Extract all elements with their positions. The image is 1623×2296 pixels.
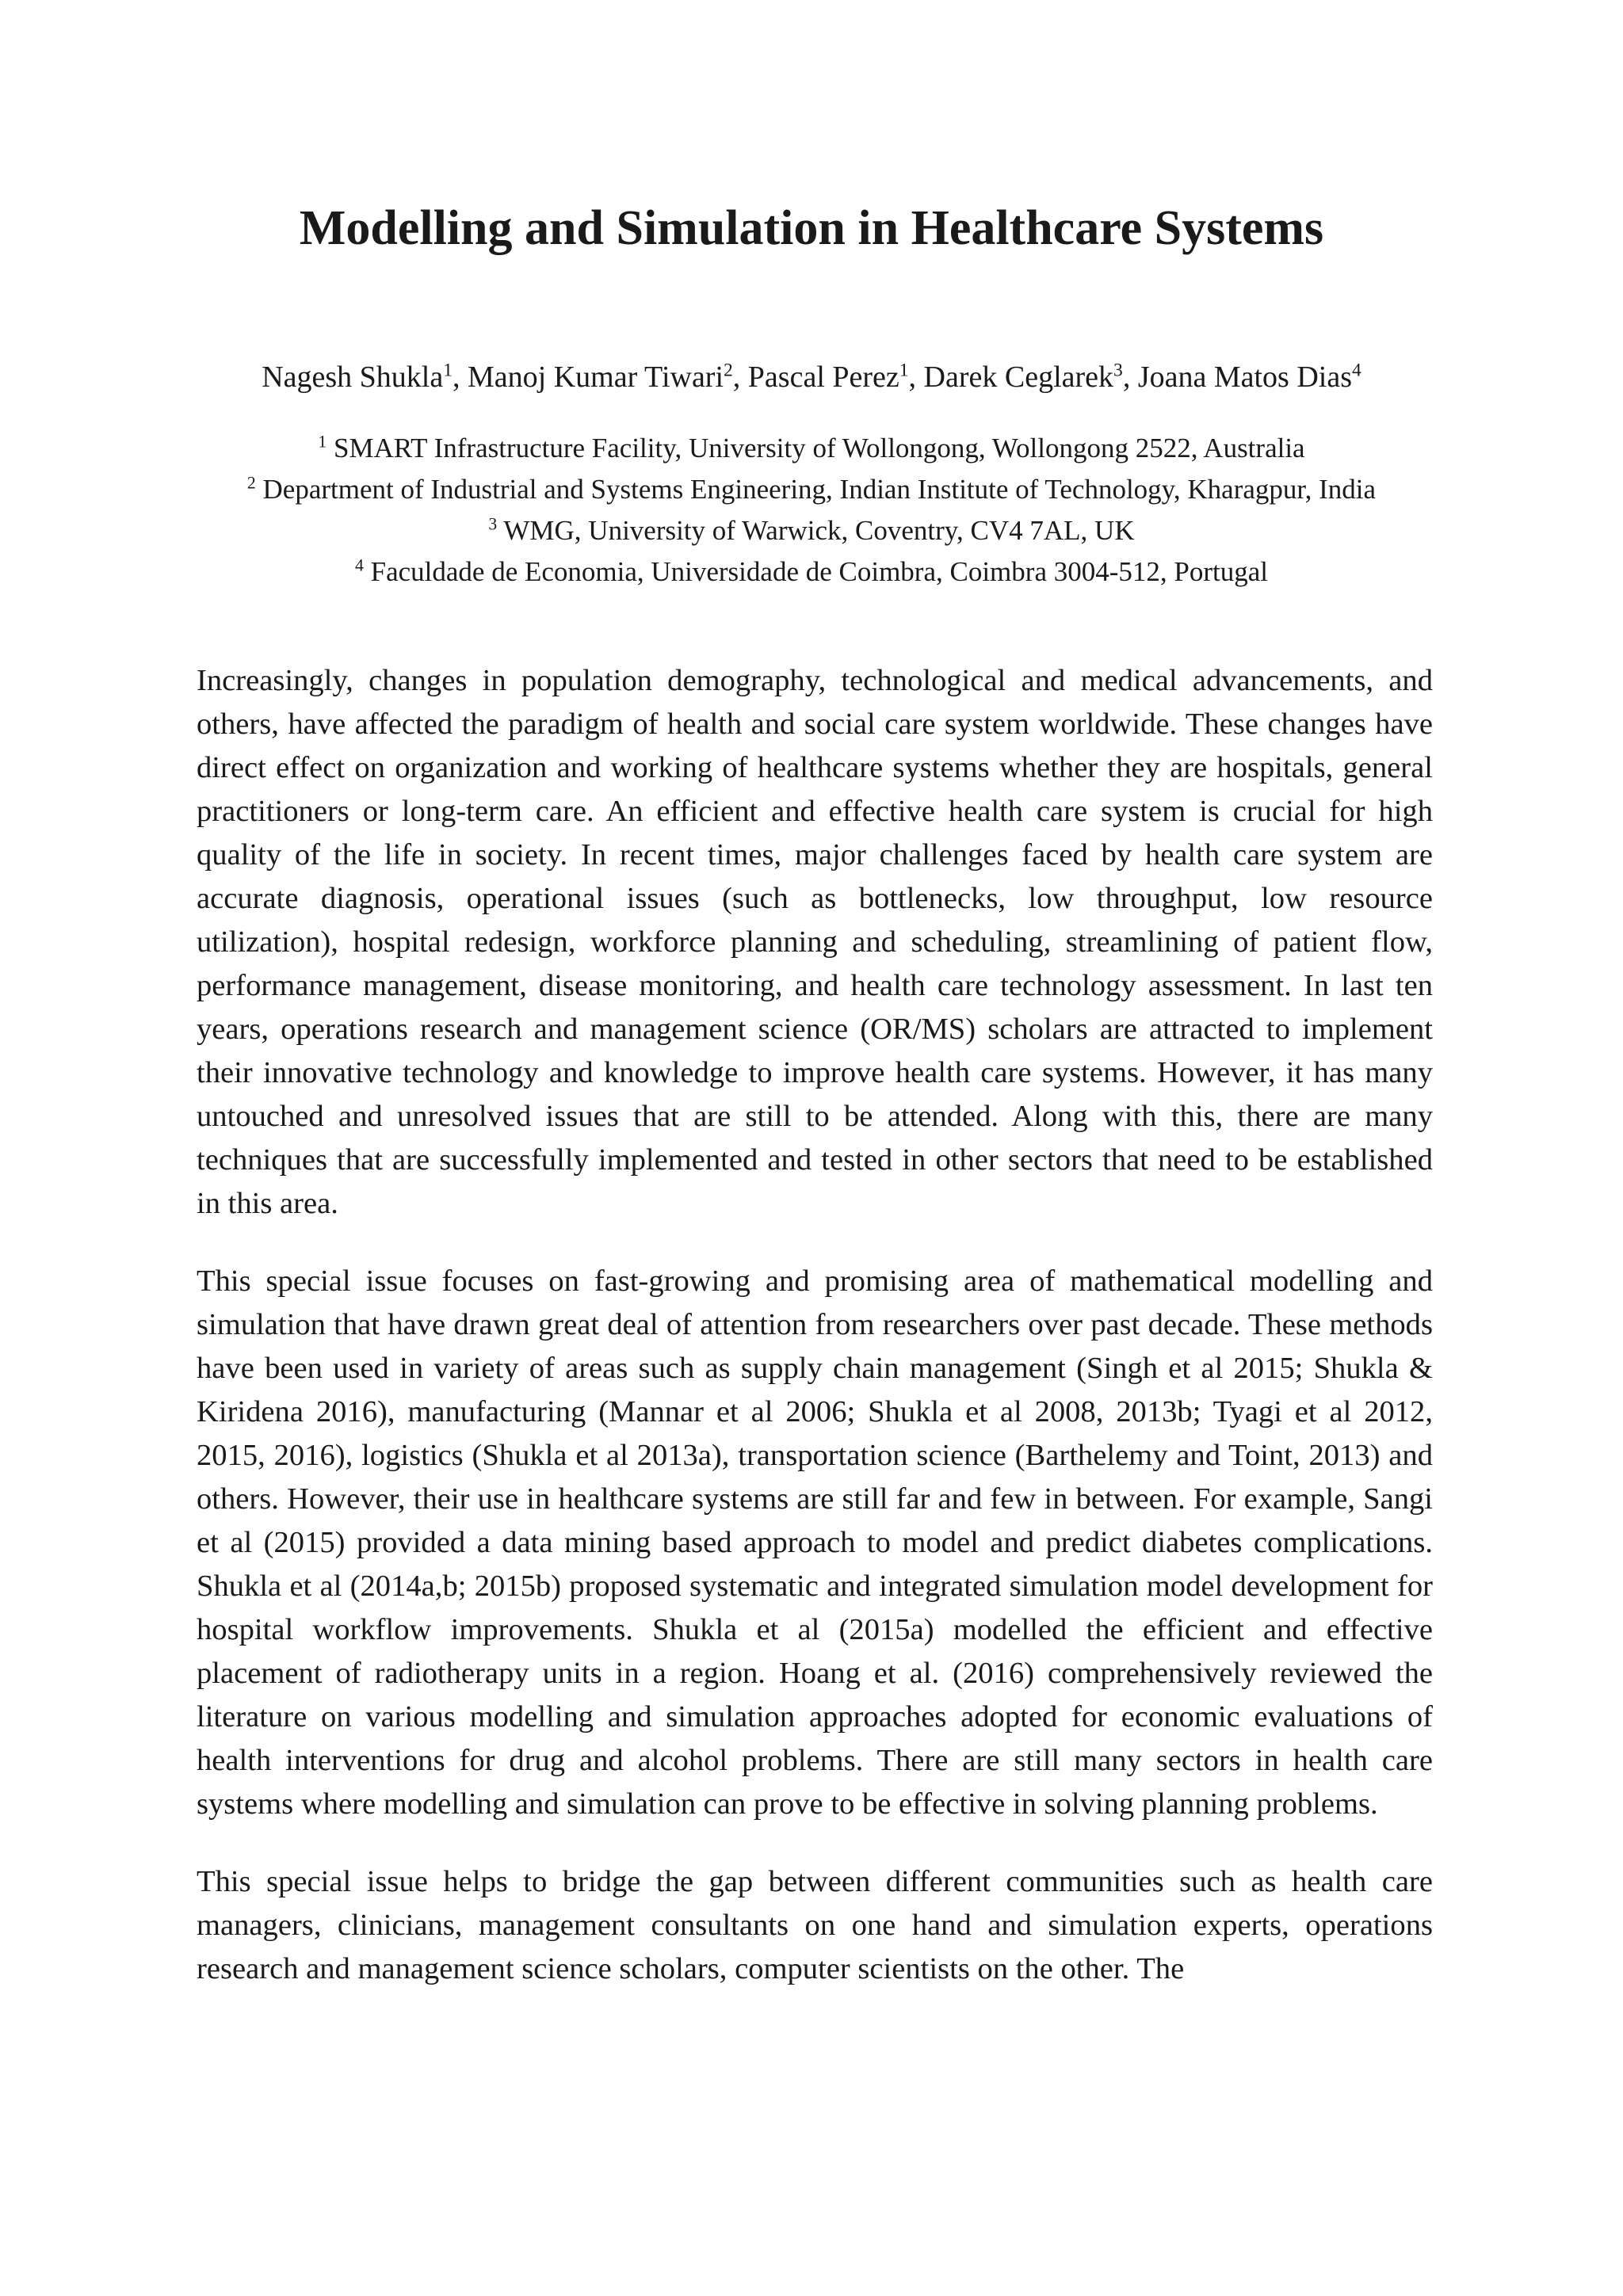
author (262, 360, 468, 394)
paper-title: Modelling and Simulation in Healthcare Systems (299, 201, 1324, 255)
author-separator: , (453, 360, 468, 394)
author-name: Pascal Perez (747, 360, 899, 394)
author (748, 360, 924, 394)
affiliation-mark: 3 (488, 514, 498, 534)
affiliation (0, 510, 1623, 551)
author-affiliation-mark: 3 (1113, 360, 1123, 381)
affiliation-text: WMG, University of Warwick, Coventry, CV4 7AL, UK (503, 515, 1135, 546)
affiliation (0, 551, 1623, 593)
affiliation-mark: 2 (246, 473, 256, 493)
author-affiliation-mark: 2 (724, 360, 733, 381)
author-affiliation-mark: 1 (443, 360, 453, 381)
affiliation-text: Department of Industrial and Systems Engineering, Indian Institute of Technology, Kharagpur, India (262, 474, 1377, 505)
body-text (197, 659, 1433, 2025)
affiliation-text: SMART Infrastructure Facility, University of Wollongong, Wollongong 2522, Australia (334, 433, 1305, 463)
affiliation (0, 469, 1623, 510)
author-affiliation-mark: 4 (1352, 360, 1361, 381)
affiliation-mark: 4 (355, 555, 364, 575)
author-separator: , (732, 360, 748, 394)
affiliation (0, 428, 1623, 469)
body-paragraph: Increasingly, changes in population demography, technological and medical advancements, and others, have affected the paradigm of health and social care system worldwide. These changes have direct effect on organization and working of healthcare systems whether they are hospitals, general practitioners or long-term care. An efficient and effective health care system is crucial for high quality of the life in society. In recent times, major challenges faced by health care system are accurate diagnosis, operational issues (such as bottlenecks, low throughput, low resource utilization), hospital redesign, workforce planning and scheduling, streamlining of patient flow, performance management, disease monitoring, and health care technology assessment. In last ten years, operations research and management science (OR/MS) scholars are attracted to implement their innovative technology and knowledge to improve health care systems. However, it has many untouched and unresolved issues that are still to be attended. Along with this, there are many techniques that are successfully implemented and tested in other sectors that need to be established in this area. (197, 664, 1433, 1220)
author-name: Darek Ceglarek (923, 360, 1114, 394)
author-list (0, 355, 1623, 399)
affiliation-mark: 1 (318, 432, 327, 452)
affiliation-text: Faculdade de Economia, Universidade de Coimbra, Coimbra 3004-512, Portugal (370, 556, 1268, 587)
author (468, 360, 748, 394)
author-name: Manoj Kumar Tiwari (468, 360, 724, 394)
author-affiliation-mark: 1 (899, 360, 909, 381)
body-paragraph: This special issue helps to bridge the gap between different communities such as health care managers, clinicians, management consultants on one hand and simulation experts, operations research and management science scholars, computer scientists on the other. The (197, 1865, 1433, 1985)
author-separator: , (1122, 360, 1138, 394)
author-name: Joana Matos Dias (1137, 360, 1353, 394)
author-separator: , (908, 360, 924, 394)
body-paragraph: This special issue focuses on fast-growing and promising area of mathematical modelling and simulation that have drawn great deal of attention from researchers over past decade. These methods have been used in variety of areas such as supply chain management (Singh et al 2015; Shukla & Kiridena 2016), manufacturing (Mannar et al 2006; Shukla et al 2008, 2013b; Tyagi et al 2012, 2015, 2016), logistics (Shukla et al 2013a), transportation science (Barthelemy and Toint, 2013) and others. However, their use in healthcare systems are still far and few in between. For example, Sangi et al (2015) provided a data mining based approach to model and predict diabetes complications. Shukla et al (2014a,b; 2015b) proposed systematic and integrated simulation model development for hospital workflow improvements. Shukla et al (2015a) modelled the efficient and effective placement of radiotherapy units in a region. Hoang et al. (2016) comprehensively reviewed the literature on various modelling and simulation approaches adopted for economic evaluations of health interventions for drug and alcohol problems. There are still many sectors in health care systems where modelling and simulation can prove to be effective in solving planning problems. (197, 1264, 1433, 1821)
author (924, 360, 1138, 394)
author-name: Nagesh Shukla (262, 360, 444, 394)
affiliation-list (0, 428, 1623, 593)
author (1138, 360, 1361, 394)
